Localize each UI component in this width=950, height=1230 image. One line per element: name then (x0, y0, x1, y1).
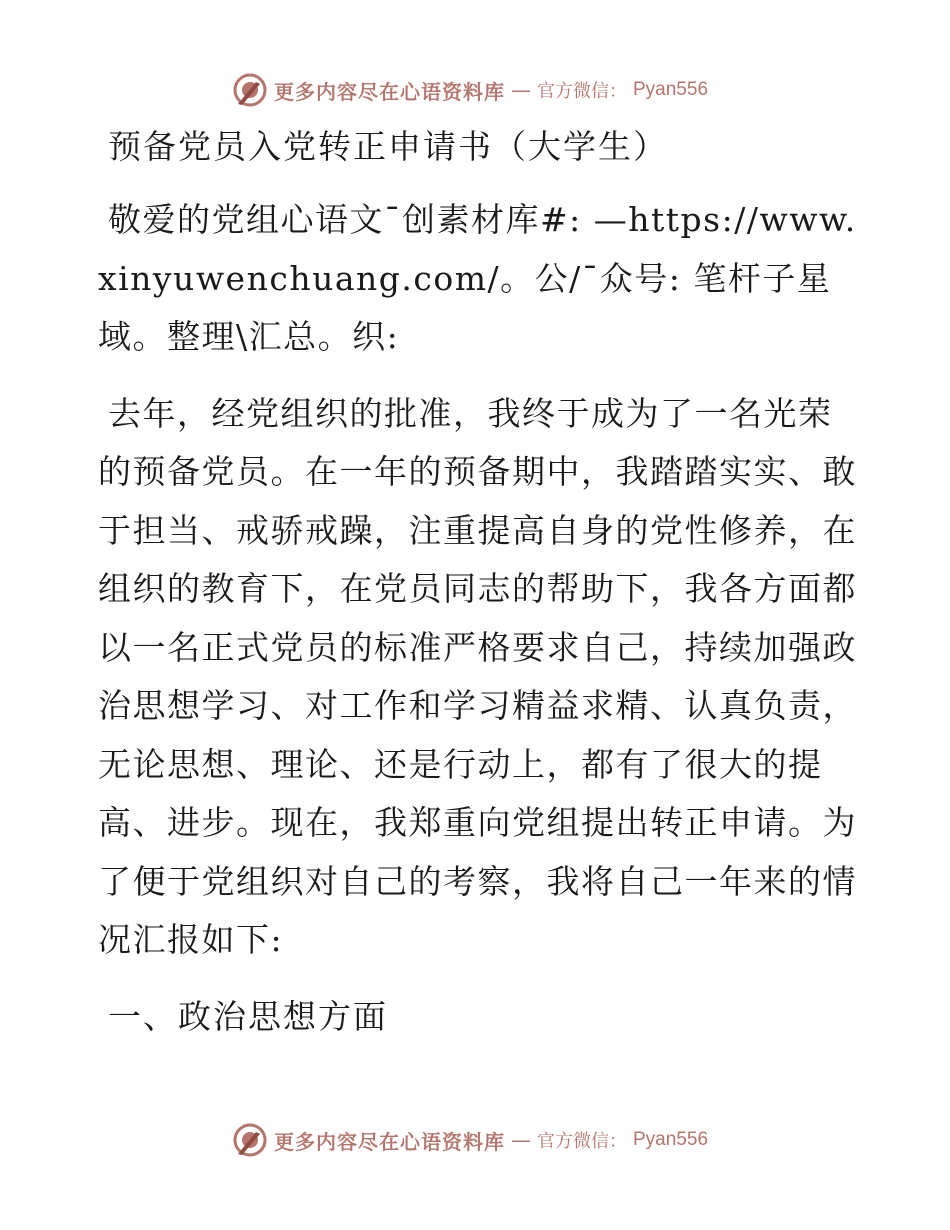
document-title: 预备党员入党转正申请书（大学生） (108, 127, 668, 166)
watermark-wechat-id: Pyan556 (633, 79, 709, 100)
watermark-separator: — (511, 78, 531, 102)
watermark-separator: — (511, 1128, 531, 1152)
watermark-text: 更多内容尽在心语资料库 (274, 1129, 505, 1154)
quill-seal-icon (232, 72, 268, 108)
section-heading: 一、政治思想方面 (108, 996, 388, 1036)
quill-seal-icon (232, 1122, 268, 1158)
watermark-wechat-label: 官方微信： (537, 1131, 627, 1152)
greeting-paragraph: 敬爱的党组心语文¯创素材库#: —https://www.xinyuwenchuang.com/。公/¯众号: 笔杆子星域。整理\汇总。织: (98, 200, 857, 356)
document-body (98, 118, 858, 1046)
watermark-text: 更多内容尽在心语资料库 (274, 79, 505, 104)
watermark-banner-bottom (232, 1120, 708, 1160)
watermark-banner-top (232, 70, 708, 110)
body-paragraph: 去年，经党组织的批准，我终于成为了一名光荣的预备党员。在一年的预备期中，我踏踏实实、敢于担当、戒骄戒躁，注重提高自身的党性修养，在组织的教育下，在党员同志的帮助下，我各方面都以一名正式党员的标准严格要求自己，持续加强政治思想学习、对工作和学习精益求精、认真负责，无论思想、理论、还是行动上，都有了很大的提高、进步。现在，我郑重向党组提出转正申请。为了便于党组织对自己的考察，我将自己一年来的情况汇报如下: (98, 393, 857, 959)
watermark-wechat-id: Pyan556 (633, 1129, 709, 1150)
watermark-wechat-label: 官方微信： (537, 81, 627, 102)
